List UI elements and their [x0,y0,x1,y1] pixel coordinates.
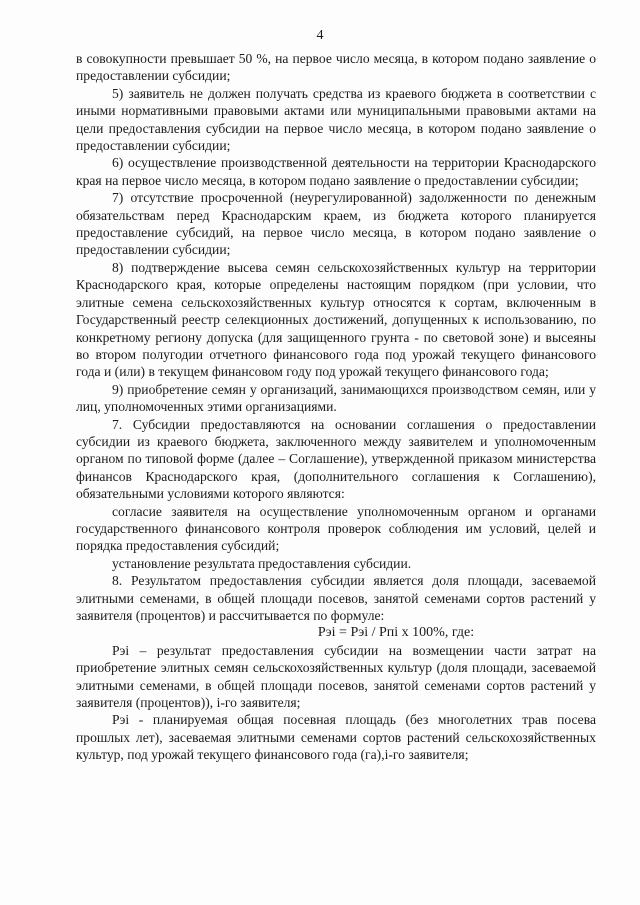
paragraph-item-8: 8) подтверждение высева семян сельскохозяйственных культур на территории Краснодарского края, которые определены настоящим порядком (при условии, что элитные семена сельскохозяйственных культур относятся к сортам, включенным в Государственный реестр селекционных достижений, допущенных к использованию, по конкретному региону допуска (для защищенного грунта - по световой зоне) и высеяны во втором полугодии отчетного финансового года под урожай текущего финансового года и (или) в текущем финансовом году под урожай текущего финансового года; [76,259,596,380]
paragraph-section-7: 7. Субсидии предоставляются на основании соглашения о предоставлении субсидии из краевого бюджета, заключенного между заявителем и уполномоченным органом по типовой форме (далее – Соглашение), утвержденной приказом министерства финансов Краснодарского края, (дополнительного соглашения к Соглашению), обязательными условиями которого являются: [76,416,596,502]
paragraph-item-5: 5) заявитель не должен получать средства из краевого бюджета в соответствии с иными нормативными правовыми актами или муниципальными правовыми актами на цели предоставления субсидии на первое число месяца, в котором подано заявление о предоставлении субсидии; [76,85,596,154]
paragraph-condition-consent: согласие заявителя на осуществление уполномоченным органом и органами государственного финансового контроля проверок соблюдения им условий, целей и порядка предоставления субсидий; [76,503,596,554]
paragraph-section-8: 8. Результатом предоставления субсидии является доля площади, засеваемой элитными семенами, в общей площади посевов, занятой семенами сортов растений у заявителя (процентов) и рассчитывается по формуле: [76,573,596,623]
paragraph-condition-result: установление результата предоставления субсидии. [112,555,412,571]
paragraph-definition-area: Pэi - планируемая общая посевная площадь (без многолетних трав посева прошлых лет), засеваемая элитными семенами сортов растений сельскохозяйственных культур, под урожай текущего финансового года (га),i-го заявителя; [76,712,596,763]
paragraph-definition-result: Pэi – результат предоставления субсидии на возмещении части затрат на приобретение элитных семян сельскохозяйственных культур (доля площади, засеваемой элитными семенами, в общей площади посевов, занятой семенами сортов растений у заявителя (процентов)), i-го заявителя; [76,642,596,711]
document-body [76,50,596,764]
paragraph-item-7: 7) отсутствие просроченной (неурегулированной) задолженности по денежным обязательствам перед Краснодарским краем, из бюджета которого планируется предоставление субсидий, на первое число месяца, в котором подано заявление о предоставлении субсидии; [76,190,596,258]
paragraph-item-6: 6) осуществление производственной деятельности на территории Краснодарского края на первое число месяца, в котором подано заявление о предоставлении субсидии; [76,155,596,188]
formula: Pэi = Pэi / Pпi x 100%, где: [317,625,475,641]
paragraph-item-9: 9) приобретение семян у организаций, занимающихся производством семян, или у лиц, уполномоченных этими организациями. [76,381,596,415]
page-number: 4 [316,28,324,43]
paragraph-continuation: в совокупности превышает 50 %, на первое число месяца, в котором подано заявление о предоставлении субсидии; [76,51,596,84]
